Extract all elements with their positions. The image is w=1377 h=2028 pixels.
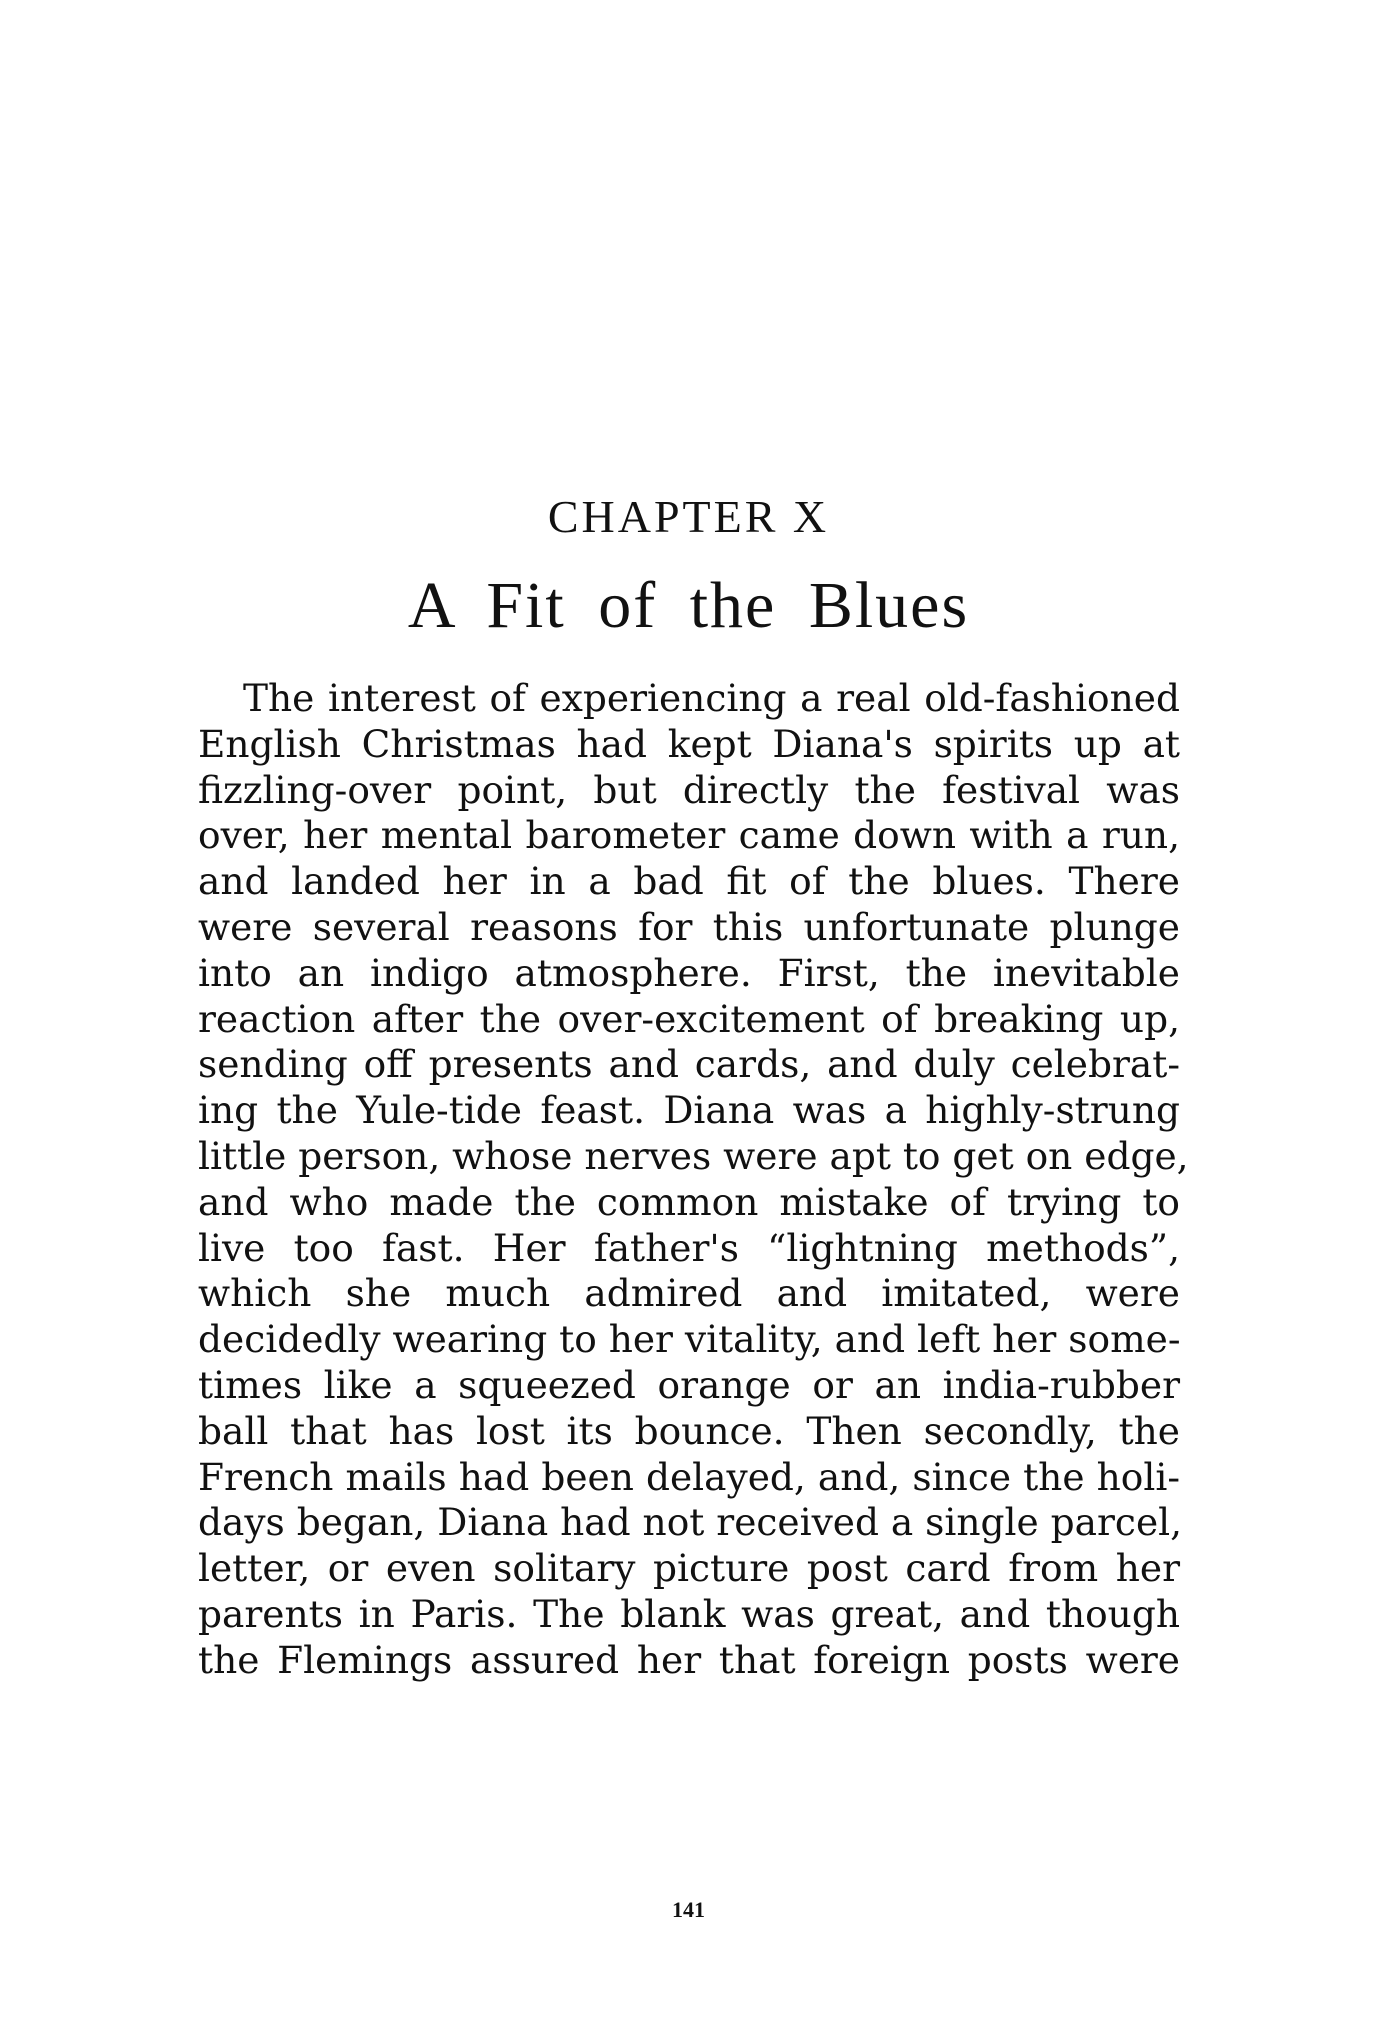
text-line: which she much admired and imitated, were <box>198 1271 1180 1316</box>
text-line: French mails had been delayed, and, since the holi- <box>198 1454 1180 1499</box>
text-line: ing the Yule-tide feast. Diana was a highly-strung <box>198 1088 1180 1133</box>
text-line: decidedly wearing to her vitality, and left her some- <box>198 1317 1181 1362</box>
text-line: times like a squeezed orange or an india-rubber <box>198 1362 1180 1407</box>
text-line: into an indigo atmosphere. First, the inevitable <box>198 950 1180 995</box>
text-line: and who made the common mistake of trying to <box>198 1179 1180 1224</box>
text-line: days began, Diana had not received a single parcel, <box>198 1500 1183 1545</box>
text-line: letter, or even solitary picture post card from her <box>198 1546 1180 1591</box>
text-line: were several reasons for this unfortunate plunge <box>198 904 1180 949</box>
text-line: little person, whose nerves were apt to get on edge, <box>198 1133 1189 1178</box>
text-line: sending off presents and cards, and duly celebrat- <box>198 1042 1180 1087</box>
text-line: English Christmas had kept Diana's spirits up at <box>198 721 1180 766</box>
text-line: parents in Paris. The blank was great, and though <box>198 1591 1180 1636</box>
text-line: The interest of experiencing a real old-fashioned <box>243 676 1180 720</box>
chapter-title: A Fit of the Blues <box>407 569 970 642</box>
text-line: ball that has lost its bounce. Then secondly, the <box>198 1408 1180 1453</box>
text-line: fizzling-over point, but directly the festival was <box>198 767 1180 812</box>
text-line: and landed her in a bad fit of the blues. There <box>198 859 1180 904</box>
text-line: the Flemings assured her that foreign posts were <box>198 1637 1180 1682</box>
chapter-body <box>198 676 1189 1684</box>
text-line: live too fast. Her father's “lightning methods”, <box>198 1225 1180 1270</box>
chapter-number: CHAPTER X <box>547 491 830 542</box>
page-number: 141 <box>672 1897 705 1922</box>
text-line: reaction after the over-excitement of breaking up, <box>198 996 1180 1041</box>
text-line: over, her mental barometer came down with a run, <box>198 813 1180 858</box>
